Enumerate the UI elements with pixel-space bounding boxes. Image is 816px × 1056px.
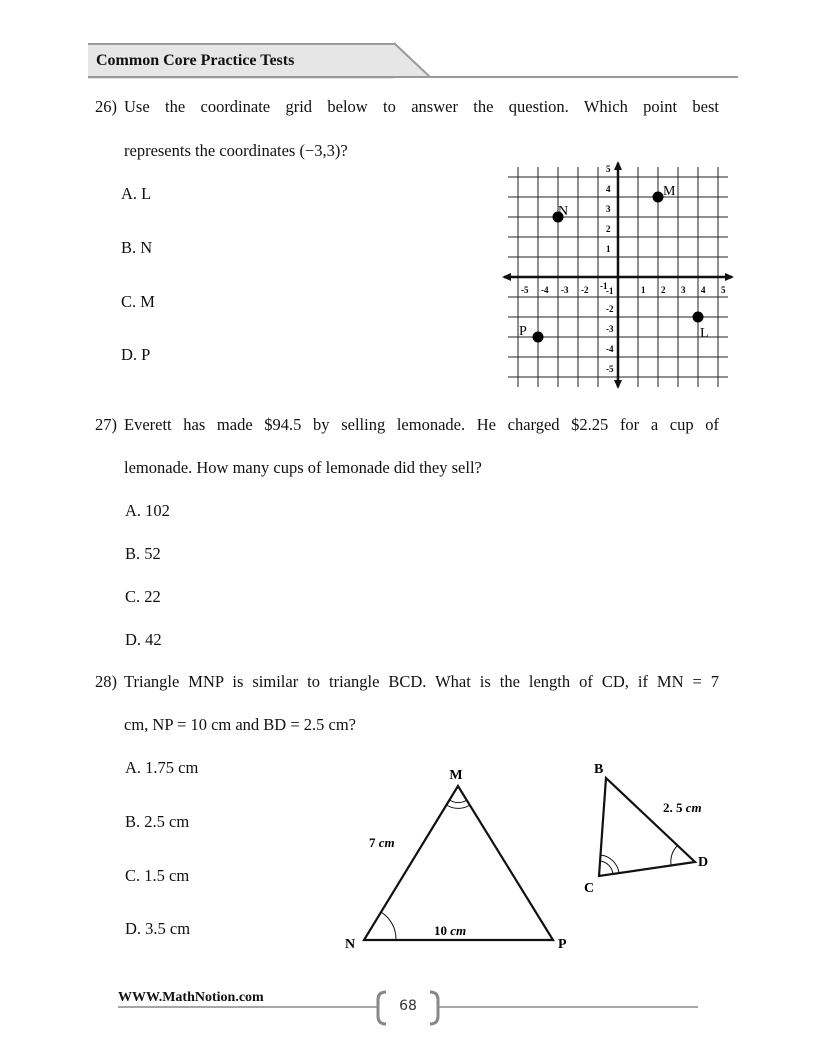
y-tick-label: -1 <box>606 286 614 296</box>
coordinate-grid <box>502 161 734 389</box>
q26-option-c[interactable]: C. M <box>121 292 155 311</box>
triangle-bcd <box>584 762 708 896</box>
q28-number: 28) <box>95 672 117 691</box>
q27-number: 27) <box>95 415 117 434</box>
side-mn-unit: cm <box>378 835 395 850</box>
vertex-m-label: M <box>449 768 463 783</box>
point-label-l: L <box>700 326 709 341</box>
q26-option-a[interactable]: A. L <box>121 184 152 203</box>
angle-m-arc-inner <box>450 800 468 803</box>
y-tick-label: 3 <box>606 204 611 214</box>
vertex-b-label: B <box>594 762 604 777</box>
q26-line2: represents the coordinates (−3,3)? <box>124 141 348 160</box>
page-bracket-right <box>430 992 438 1024</box>
x-tick-label: -1 <box>600 281 608 291</box>
q27-option-b[interactable]: B. 52 <box>125 544 161 563</box>
y-tick-label: 2 <box>606 224 611 234</box>
x-tick-label: 1 <box>641 285 646 295</box>
q28-option-a[interactable]: A. 1.75 cm <box>125 758 199 777</box>
side-bd-value: 2. 5 <box>663 800 683 815</box>
y-tick-label: 5 <box>606 164 611 174</box>
q27-option-d[interactable]: D. 42 <box>125 630 162 649</box>
side-bd-label <box>663 800 702 815</box>
q26-number: 26) <box>95 97 117 116</box>
x-tick-label: -3 <box>561 285 569 295</box>
q27-option-a[interactable]: A. 102 <box>125 501 170 520</box>
y-tick-label: -3 <box>606 324 614 334</box>
point-label-m: M <box>663 184 676 199</box>
y-tick-label: 1 <box>606 244 611 254</box>
side-np-label <box>434 923 466 938</box>
side-np-value: 10 <box>434 923 447 938</box>
q26-option-b[interactable]: B. N <box>121 238 153 257</box>
point-label-n: N <box>558 204 569 219</box>
x-axis-arrow-right <box>725 273 734 281</box>
point-m <box>653 192 664 203</box>
angle-n-arc <box>381 912 396 940</box>
vertex-c-label: C <box>584 881 595 896</box>
x-tick-label: 3 <box>681 285 686 295</box>
vertex-n-label: N <box>345 937 356 952</box>
q28-option-b[interactable]: B. 2.5 cm <box>125 812 190 831</box>
q28-option-d[interactable]: D. 3.5 cm <box>125 919 191 938</box>
x-tick-label: 2 <box>661 285 666 295</box>
y-tick-label: -2 <box>606 304 614 314</box>
side-bd-unit: cm <box>685 800 702 815</box>
x-tick-label: 5 <box>721 285 726 295</box>
angle-c-arc-inner <box>601 861 613 874</box>
x-tick-label: -2 <box>581 285 589 295</box>
y-tick-label: -4 <box>606 344 614 354</box>
footer-url[interactable]: WWW.MathNotion.com <box>118 990 264 1005</box>
vertex-p-label: P <box>558 937 567 952</box>
angle-m-arc-outer <box>447 805 471 808</box>
point-l <box>693 312 704 323</box>
page-number: 68 <box>399 998 417 1014</box>
q28-option-c[interactable]: C. 1.5 cm <box>125 866 190 885</box>
x-tick-label: 4 <box>701 285 706 295</box>
angle-c-arc-outer <box>601 855 620 873</box>
point-p <box>533 332 544 343</box>
q27-line1: Everett has made $94.5 by selling lemonade. He charged $2.25 for a cup of <box>124 415 719 434</box>
x-tick-label: -4 <box>541 285 549 295</box>
triangle-mnp <box>345 768 567 952</box>
y-axis-arrow-down <box>614 380 622 389</box>
x-axis-arrow-left <box>502 273 511 281</box>
triangle-mnp-outline <box>364 786 553 940</box>
y-axis-arrow-up <box>614 161 622 170</box>
y-tick-label: 4 <box>606 184 611 194</box>
page-bracket-left <box>378 992 386 1024</box>
side-np-unit: cm <box>450 923 467 938</box>
point-label-p: P <box>519 324 527 339</box>
angle-d-arc <box>671 846 677 865</box>
q28-line1: Triangle MNP is similar to triangle BCD. What is the length of CD, if MN = 7 <box>124 672 719 691</box>
header-title: Common Core Practice Tests <box>96 52 295 69</box>
q27-option-c[interactable]: C. 22 <box>125 587 161 606</box>
q27-line2: lemonade. How many cups of lemonade did they sell? <box>124 458 482 477</box>
q26-option-d[interactable]: D. P <box>121 345 151 364</box>
side-mn-value: 7 <box>369 835 376 850</box>
side-mn-label <box>369 835 395 850</box>
y-tick-label: -5 <box>606 364 614 374</box>
vertex-d-label: D <box>698 855 709 870</box>
x-tick-label: -5 <box>521 285 529 295</box>
q28-line2: cm, NP = 10 cm and BD = 2.5 cm? <box>124 715 357 734</box>
q26-line1: Use the coordinate grid below to answer the question. Which point best <box>124 97 719 116</box>
